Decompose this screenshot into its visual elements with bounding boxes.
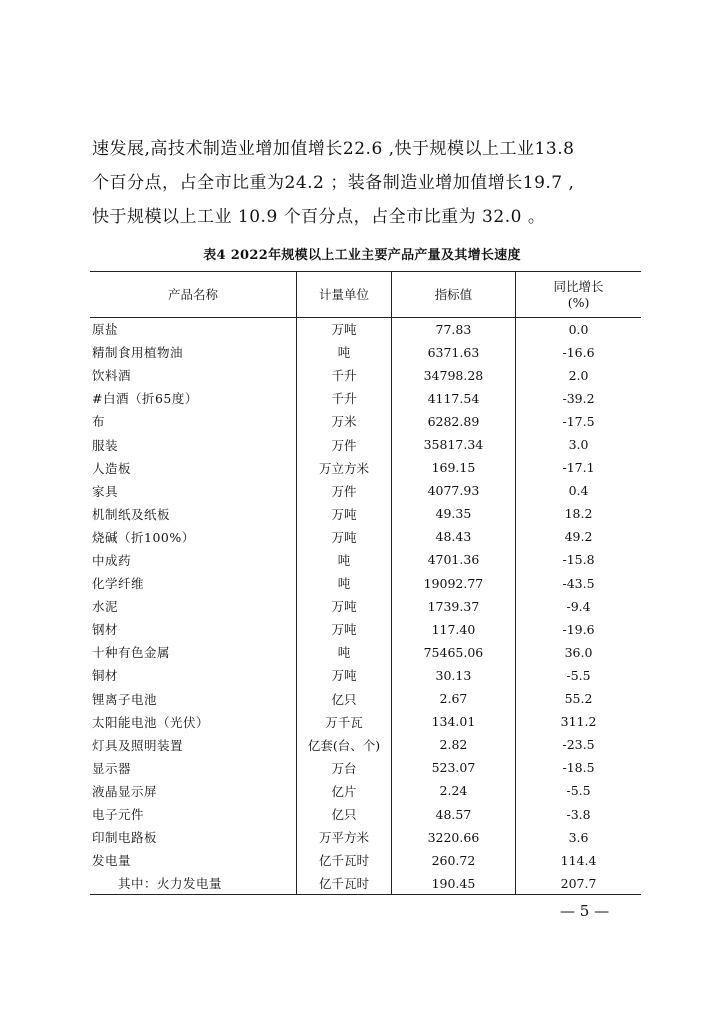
table-row (90, 687, 641, 710)
product-name-cell: #白酒（折65度） (92, 391, 198, 407)
product-name-cell: 机制纸及纸板 (92, 506, 171, 522)
growth-cell: 36.0 (516, 641, 641, 664)
table-row (90, 548, 641, 571)
growth-cell: -43.5 (516, 572, 641, 595)
unit-cell: 万吨 (297, 664, 392, 687)
unit-cell: 万吨 (297, 502, 392, 525)
product-name-cell: 其中：火力发电量 (90, 872, 297, 895)
value-cell: 4077.93 (391, 479, 515, 502)
value-cell: 6371.63 (391, 341, 515, 364)
table-row (90, 779, 641, 802)
table-row (90, 756, 641, 779)
table-row (90, 618, 641, 641)
growth-cell: 3.0 (516, 433, 641, 456)
header-growth-line1: 同比增长 (553, 278, 604, 294)
product-name-cell: 人造板 (92, 460, 132, 476)
intro-paragraph (92, 132, 652, 234)
table-row (90, 364, 641, 387)
growth-cell: 207.7 (516, 872, 641, 895)
value-cell: 2.24 (391, 779, 515, 802)
growth-cell: -18.5 (516, 756, 641, 779)
unit-cell: 亿只 (297, 687, 392, 710)
unit-cell: 万吨 (297, 618, 392, 641)
value-cell: 6282.89 (391, 410, 515, 433)
table-row (90, 479, 641, 502)
product-name-cell: 显示器 (92, 760, 132, 776)
table-row (90, 710, 641, 733)
table-row (90, 456, 641, 479)
unit-cell: 亿千瓦时 (297, 849, 392, 872)
product-name-cell: 烧碱（折100%） (92, 529, 195, 545)
product-name-cell: 原盐 (92, 322, 119, 338)
value-cell: 117.40 (391, 618, 515, 641)
unit-cell: 万吨 (297, 318, 392, 341)
growth-cell: 55.2 (516, 687, 641, 710)
value-cell: 30.13 (391, 664, 515, 687)
unit-cell: 万件 (297, 479, 392, 502)
value-cell: 49.35 (391, 502, 515, 525)
product-name-cell: 服装 (92, 437, 119, 453)
value-cell: 48.57 (391, 802, 515, 825)
header-value: 指标值 (391, 272, 515, 318)
value-cell: 34798.28 (391, 364, 515, 387)
value-cell: 19092.77 (391, 572, 515, 595)
product-name-cell: 液晶显示屏 (92, 783, 158, 799)
table-row (90, 410, 641, 433)
unit-cell: 吨 (297, 641, 392, 664)
value-cell: 35817.34 (391, 433, 515, 456)
growth-cell: 2.0 (516, 364, 641, 387)
table-row (90, 572, 641, 595)
value-cell: 3220.66 (391, 826, 515, 849)
paragraph-line: 快于规模以上工业 10.9 个百分点，占全市比重为 32.0 。 (92, 207, 546, 227)
value-cell: 190.45 (391, 872, 515, 895)
value-cell: 2.82 (391, 733, 515, 756)
growth-cell: 0.0 (516, 318, 641, 341)
table-row (90, 387, 641, 410)
product-name-cell: 锂离子电池 (92, 691, 158, 707)
table-row (90, 525, 641, 548)
growth-cell: 311.2 (516, 710, 641, 733)
product-name-cell: 家具 (92, 483, 119, 499)
table-row (90, 872, 641, 895)
growth-cell: -23.5 (516, 733, 641, 756)
unit-cell: 万立方米 (297, 456, 392, 479)
growth-cell: 114.4 (516, 849, 641, 872)
table-body (90, 318, 641, 895)
product-name-cell: 铜材 (92, 668, 119, 684)
product-output-table (90, 271, 641, 895)
paragraph-line: 个百分点，占全市比重为24.2 ；装备制造业增加值增长19.7 , (92, 173, 575, 193)
product-name-cell: 精制食用植物油 (92, 345, 184, 361)
growth-cell: -5.5 (516, 664, 641, 687)
table-row (90, 641, 641, 664)
product-name-cell: 十种有色金属 (92, 645, 171, 661)
growth-cell: 0.4 (516, 479, 641, 502)
growth-cell: -19.6 (516, 618, 641, 641)
value-cell: 75465.06 (391, 641, 515, 664)
header-growth (516, 272, 641, 318)
product-name-cell: 电子元件 (92, 807, 145, 823)
growth-cell: -16.6 (516, 341, 641, 364)
growth-cell: -15.8 (516, 548, 641, 571)
unit-cell: 千升 (297, 387, 392, 410)
value-cell: 48.43 (391, 525, 515, 548)
growth-cell: -17.1 (516, 456, 641, 479)
unit-cell: 万平方米 (297, 826, 392, 849)
growth-cell: -3.8 (516, 802, 641, 825)
unit-cell: 万千瓦 (297, 710, 392, 733)
growth-cell: 3.6 (516, 826, 641, 849)
product-name-cell: 灯具及照明装置 (92, 737, 184, 753)
table-row (90, 849, 641, 872)
page-number: — 5 — (560, 902, 610, 920)
header-growth-line2: (%) (567, 294, 590, 310)
growth-cell: 49.2 (516, 525, 641, 548)
unit-cell: 千升 (297, 364, 392, 387)
value-cell: 260.72 (391, 849, 515, 872)
unit-cell: 吨 (297, 548, 392, 571)
product-name-cell: 中成药 (92, 552, 132, 568)
unit-cell: 亿套(台、个) (297, 733, 392, 756)
unit-cell: 万件 (297, 433, 392, 456)
table-row (90, 826, 641, 849)
unit-cell: 亿片 (297, 779, 392, 802)
value-cell: 2.67 (391, 687, 515, 710)
value-cell: 77.83 (391, 318, 515, 341)
growth-cell: -9.4 (516, 595, 641, 618)
product-name-cell: 钢材 (92, 622, 119, 638)
product-name-cell: 印制电路板 (92, 830, 158, 846)
product-name-cell: 发电量 (92, 853, 132, 869)
value-cell: 1739.37 (391, 595, 515, 618)
table-row (90, 733, 641, 756)
growth-cell: 18.2 (516, 502, 641, 525)
header-unit: 计量单位 (297, 272, 392, 318)
value-cell: 134.01 (391, 710, 515, 733)
product-name-cell: 水泥 (92, 599, 119, 615)
table-row (90, 664, 641, 687)
unit-cell: 万吨 (297, 525, 392, 548)
table-row (90, 502, 641, 525)
value-cell: 4701.36 (391, 548, 515, 571)
table-row (90, 318, 641, 341)
paragraph-line: 速发展,高技术制造业增加值增长22.6 ,快于规模以上工业13.8 (92, 139, 575, 159)
growth-cell: -39.2 (516, 387, 641, 410)
header-product-name: 产品名称 (90, 272, 297, 318)
value-cell: 4117.54 (391, 387, 515, 410)
table-row (90, 341, 641, 364)
table-row (90, 433, 641, 456)
unit-cell: 吨 (297, 341, 392, 364)
growth-cell: -5.5 (516, 779, 641, 802)
product-name-cell: 饮料酒 (92, 368, 132, 384)
unit-cell: 亿千瓦时 (297, 872, 392, 895)
product-name-cell: 化学纤维 (92, 576, 145, 592)
value-cell: 523.07 (391, 756, 515, 779)
product-name-cell: 太阳能电池（光伏） (92, 714, 210, 730)
growth-cell: -17.5 (516, 410, 641, 433)
unit-cell: 万米 (297, 410, 392, 433)
unit-cell: 亿只 (297, 802, 392, 825)
unit-cell: 万台 (297, 756, 392, 779)
unit-cell: 万吨 (297, 595, 392, 618)
value-cell: 169.15 (391, 456, 515, 479)
table-row (90, 595, 641, 618)
unit-cell: 吨 (297, 572, 392, 595)
table-row (90, 802, 641, 825)
product-name-cell: 布 (92, 414, 106, 430)
table-caption: 表4 2022年规模以上工业主要产品产量及其增长速度 (203, 248, 521, 263)
table-header-row (90, 272, 641, 318)
